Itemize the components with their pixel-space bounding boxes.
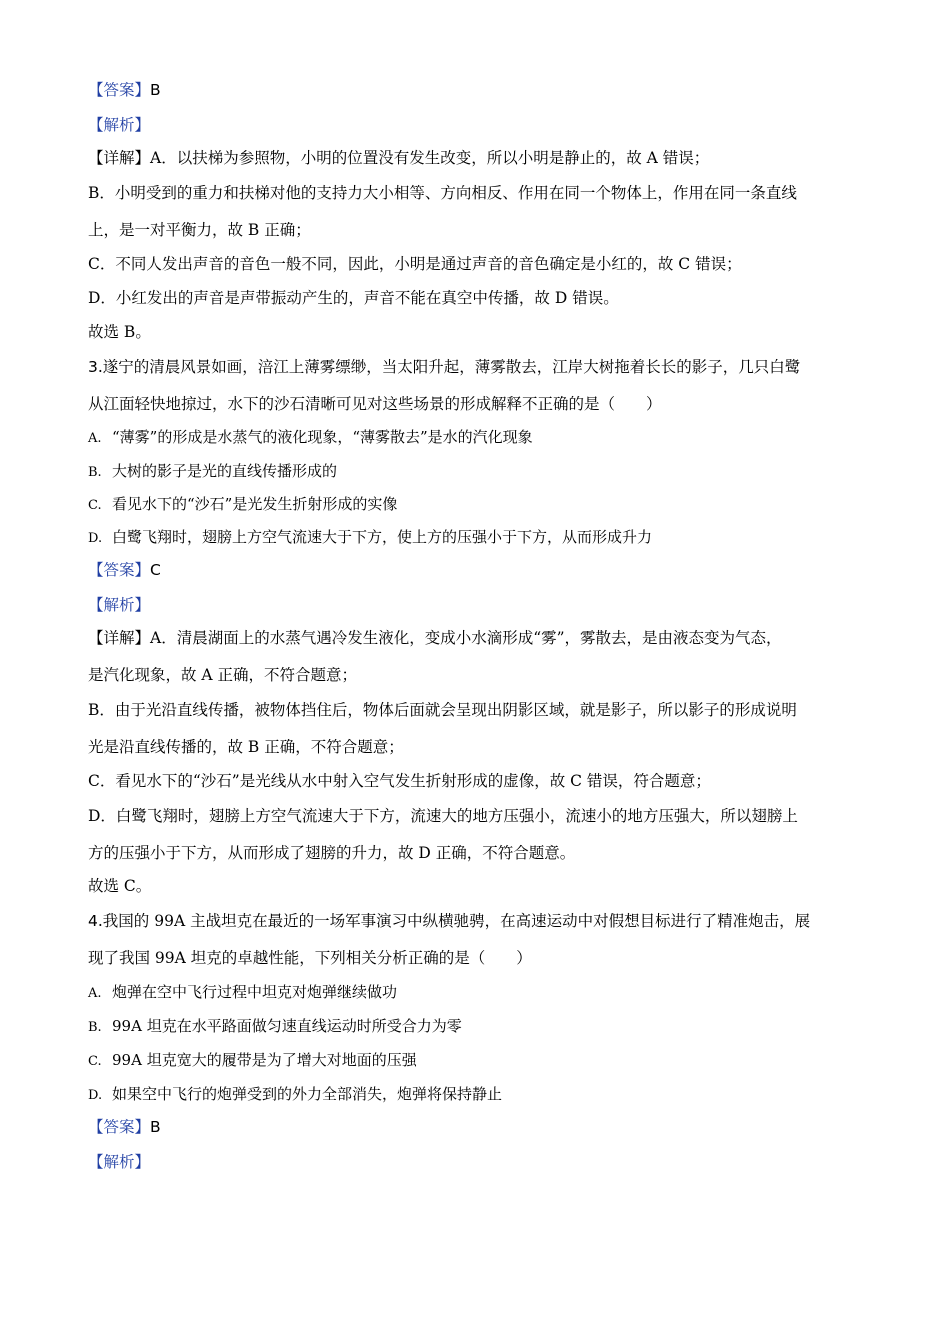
detail-line: 光是沿直线传播的，故 B 正确，不符合题意； [88,738,404,756]
detail-line [88,148,709,168]
question-stem [88,911,810,931]
detail-line: C．不同人发出声音的音色一般不同，因此，小明是通过声音的音色确定是小红的，故 C 错误； [88,255,742,273]
option-text: 99A 坦克在水平路面做匀速直线运动时所受合力为零 [112,1017,462,1035]
question-stem [88,357,800,377]
option-letter: C. [88,1054,102,1069]
detail-line: D．小红发出的声音是声带振动产生的，声音不能在真空中传播，故 D 错误。 [88,289,619,307]
detail-label: 【详解】 [88,629,151,647]
option-letter: B. [88,465,102,480]
answer-line [88,1117,161,1137]
detail-line: B．小明受到的重力和扶梯对他的支持力大小相等、方向相反、作用在同一个物体上，作用在同一条直线 [88,184,797,202]
detail-line: D．白鹭飞翔时，翅膀上方空气流速大于下方，流速大的地方压强小，流速小的地方压强大，所以翅膀上 [88,807,798,825]
option-letter: A. [88,431,102,446]
answer-value: C [150,561,161,579]
option-letter: C. [88,498,102,513]
answer-line [88,80,161,100]
option-text: 看见水下的“沙石”是光发生折射形成的实像 [112,495,398,513]
answer-label: 【答案】 [88,561,151,579]
option-b [88,461,337,481]
option-a [88,427,533,447]
option-c [88,1050,417,1070]
option-a [88,982,397,1002]
option-text: 如果空中飞行的炮弹受到的外力全部消失，炮弹将保持静止 [112,1085,503,1103]
conclusion-line: 故选 C。 [88,877,152,895]
detail-line: 是汽化现象，故 A 正确，不符合题意； [88,666,358,684]
answer-line [88,560,161,580]
option-letter: B. [88,1020,102,1035]
option-d [88,527,652,547]
answer-label: 【答案】 [88,1118,151,1136]
detail-line [88,628,782,648]
option-text: 白鹭飞翔时，翅膀上方空气流速大于下方，使上方的压强小于下方，从而形成升力 [112,528,653,546]
question-stem-text: .我国的 99A 主战坦克在最近的一场军事演习中纵横驰骋，在高速运动中对假想目标进行了精准炮击，展 [97,912,811,930]
question-stem-continued: 从江面轻快地掠过，水下的沙石清晰可见对这些场景的形成解释不正确的是（ ） [88,395,662,413]
option-c [88,494,397,514]
answer-value: B [150,81,161,99]
question-stem-text: .遂宁的清晨风景如画，涪江上薄雾缥缈，当太阳升起，薄雾散去，江岸大树拖着长长的影子，几只白鹭 [97,358,801,376]
question-stem-continued: 现了我国 99A 坦克的卓越性能，下列相关分析正确的是（ ） [88,949,532,967]
answer-value: B [150,1118,161,1136]
detail-label: 【详解】 [88,149,151,167]
detail-line: B．由于光沿直线传播，被物体挡住后，物体后面就会呈现出阴影区域，就是影子，所以影子的形成说明 [88,701,797,719]
detail-line: 上，是一对平衡力，故 B 正确； [88,221,311,239]
option-d [88,1084,502,1104]
option-text: 大树的影子是光的直线传播形成的 [112,462,338,480]
option-letter: D. [88,531,103,546]
detail-line: 方的压强小于下方，从而形成了翅膀的升力，故 D 正确，不符合题意。 [88,844,576,862]
question-number: 3 [88,358,98,376]
conclusion-line: 故选 B。 [88,323,151,341]
detail-line: C．看见水下的“沙石”是光线从水中射入空气发生折射形成的虚像，故 C 错误，符合题意； [88,772,711,790]
question-number: 4 [88,912,98,930]
answer-label: 【答案】 [88,81,151,99]
option-text: 炮弹在空中飞行过程中坦克对炮弹继续做功 [112,983,398,1001]
analysis-label: 【解析】 [88,596,151,614]
detail-text: A．以扶梯为参照物，小明的位置没有发生改变，所以小明是静止的，故 A 错误； [150,149,710,167]
option-text: 99A 坦克宽大的履带是为了增大对地面的压强 [112,1051,417,1069]
detail-text: A．清晨湖面上的水蒸气遇冷发生液化，变成小水滴形成“雾”，雾散去，是由液态变为气态， [150,629,782,647]
option-text: “薄雾”的形成是水蒸气的液化现象，“薄雾散去”是水的汽化现象 [112,428,533,446]
analysis-label: 【解析】 [88,1153,151,1171]
option-letter: D. [88,1088,103,1103]
option-letter: A. [88,986,102,1001]
option-b [88,1016,462,1036]
analysis-label: 【解析】 [88,116,151,134]
